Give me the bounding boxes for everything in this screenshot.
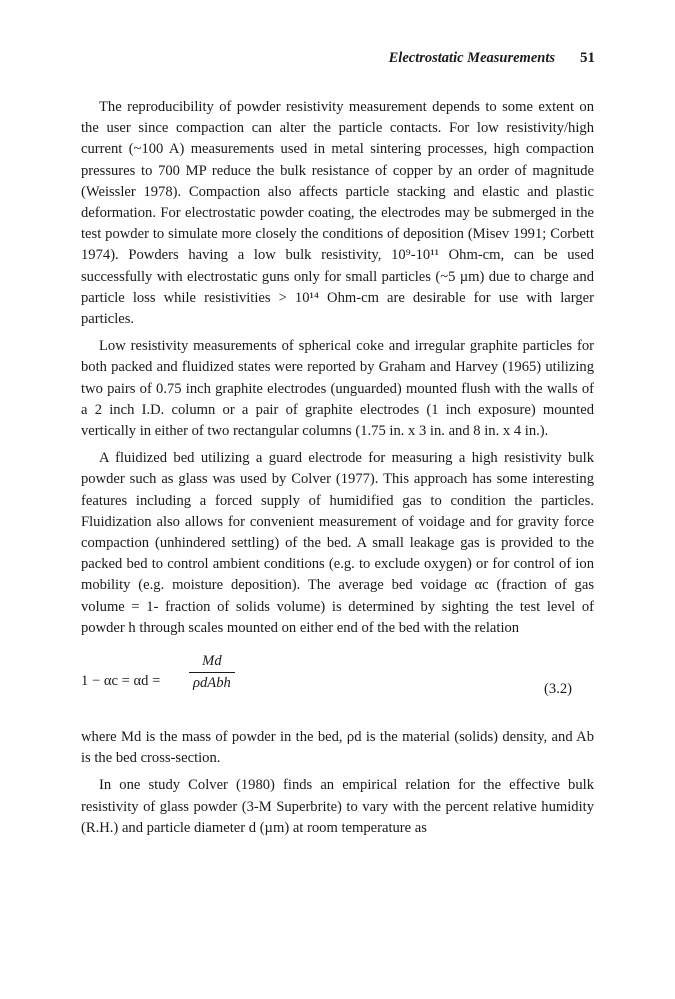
paragraph-5: In one study Colver (1980) finds an empirical relation for the effective bulk resistivity of glass powder (3-M Superbrite) to vary with the percent relative humidity (R.H.) and particle diameter d (µm) at room temperature as: [81, 777, 594, 836]
equation-number: (3.2): [544, 681, 572, 698]
body-text: [81, 97, 594, 845]
page-header: [0, 50, 675, 70]
paragraph-4: where Md is the mass of powder in the bed, ρd is the material (solids) density, and Ab is the bed cross-section.: [81, 729, 594, 767]
equation-fraction: [189, 651, 235, 694]
paragraph-1: The reproducibility of powder resistivity measurement depends to some extent on the user since compaction can alter the particle contacts. For low resistivity/high current (~100 A) measurements used in metal sintering processes, high compaction pressures to 700 MP reduce the bulk resistance of copper by an order of magnitude (Weissler 1978). Compaction also affects particle stacking and elastic and plastic deformation. For electrostatic powder coating, the electrodes may be submerged in the test powder to simulate more closely the conditions of deposition (Misev 1991; Corbett 1974). Powders having a low bulk resistivity, 10⁹-10¹¹ Ohm-cm, can be used successfully with electrostatic guns only for small particles (~5 µm) due to charge and particle loss while resistivities > 10¹⁴ Ohm-cm are desirable for use with larger particles.: [81, 99, 594, 328]
paragraph-3: A fluidized bed utilizing a guard electrode for measuring a high resistivity bulk powder such as glass was used by Colver (1977). This approach has some interesting features including a forced supply of humidified gas to condition the particles. Fluidization also allows for convenient measurement of voidage and for gravity force compaction (unhindered settling) of the bed. A small leakage gas is provided to the packed bed to control ambient conditions (e.g. to exclude oxygen) or for control of ion mobility (e.g. moisture deposition). The average bed voidage αc (fraction of gas volume = 1- fraction of solids volume) is determined by sighting the test level of powder h through scales mounted on either end of the bed with the relation: [81, 450, 594, 636]
equation-denominator: ρdAbh: [193, 675, 231, 692]
running-title: Electrostatic Measurements: [388, 50, 555, 66]
paragraph-2: Low resistivity measurements of spherical coke and irregular graphite particles for both packed and fluidized states were reported by Graham and Harvey (1965) utilizing two pairs of 0.75 inch graphite electrodes (unguarded) mounted flush with the walls of a 2 inch I.D. column or a pair of graphite electrodes (1 inch exposure) mounted vertically in either of two rectangular columns (1.75 in. x 3 in. and 8 in. x 4 in.).: [81, 338, 594, 440]
equation-3-2: [81, 647, 594, 717]
equation-numerator: Md: [189, 651, 235, 673]
equation-lhs: 1 − αc = αd =: [81, 673, 161, 690]
page-number: 51: [580, 50, 595, 66]
